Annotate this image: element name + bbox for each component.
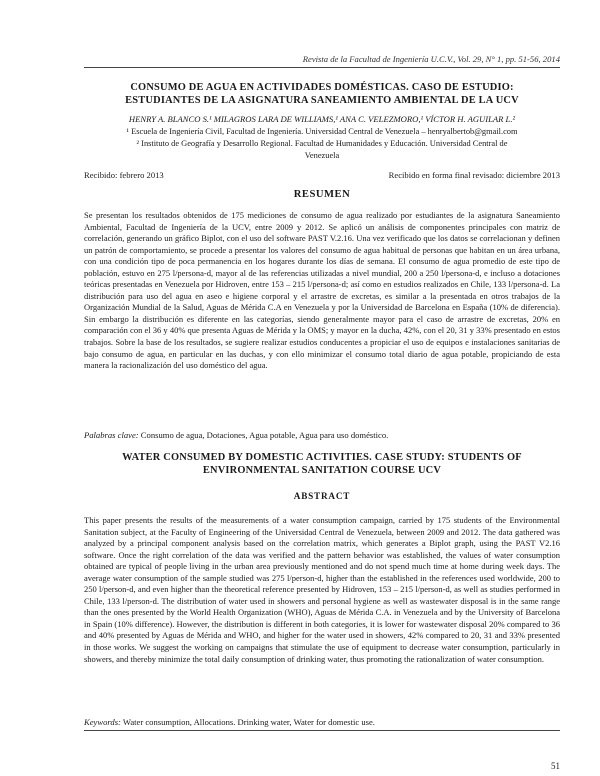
keywords-label: Keywords: xyxy=(84,717,121,727)
palabras-clave-label: Palabras clave: xyxy=(84,430,139,440)
header-rule xyxy=(84,67,560,68)
affiliation-2 xyxy=(84,138,560,161)
footer-rule xyxy=(84,730,560,731)
english-title-line-2: ENVIRONMENTAL SANITATION COURSE UCV xyxy=(202,464,442,476)
keywords xyxy=(84,717,560,727)
english-title xyxy=(84,452,560,477)
spanish-title-line-2: ESTUDIANTES DE LA ASIGNATURA SANEAMIENTO AMBIENTAL DE LA UCV xyxy=(125,94,519,106)
dates-row xyxy=(84,170,560,180)
resumen-heading: RESUMEN xyxy=(293,189,351,200)
spanish-title xyxy=(84,82,560,107)
authors: HENRY A. BLANCO S.¹ MILAGROS LARA DE WILLIAMS,¹ ANA C. VELEZMORO,¹ VÍCTOR H. AGUILAR L.² xyxy=(128,114,516,124)
palabras-clave xyxy=(84,430,560,440)
abstract-paragraph: This paper presents the results of the measurements of a water consumption campaign, carried by 175 students of the Environmental Sanitation subject, at the Faculty of Engineering of the Universidad Central de Venezuela, between 2009 and 2012. The data gathered was analyzed by a principal component analysis based on the correlation matrix, which generates a Biplot graph, using the PAST V2.16 software. Once the right correlation of the data was verified and the pattern behavior was established, the values of water consumption obtained are typical of people living in the urban area previously mentioned and do not spend much time at home during week days. The average water consumption of the sample studied was 275 l/person-d, higher than the established in the references used worldwide, 200 to 250 l/person-d, and even higher than the theoretical reference presented by Hidroven, 153 – 215 l/person-d, as well as studies performed in Chile, 133 l/person-d. The distribution of water used in showers and personal hygiene as well as wastewater disposal is in the same range than the ones presented by the World Health Organization (WHO), Aguas de Mérida C.A. in Venezuela and by the University of Barcelona in Spain (10% difference). However, the distribution is different in both categories, it is lower for wastewater disposal 20% compared to 36 and 40% presented by Aguas de Mérida and WHO, and higher for the water used in showers, 42% compared to 20, 31 and 33% presented in those works. We suggest the working on campaigns that stimulate the use of equipment to decrease water consumption, particularly in showers, and thereby minimize the total daily consumption of drinking water, thus promoting the rationalization of water consumption. xyxy=(84,515,560,664)
journal-citation: Revista de la Facultad de Ingeniería U.C.V., Vol. 29, N° 1, pp. 51-56, 2014 xyxy=(302,54,560,64)
affiliation-1: ¹ Escuela de Ingeniería Civil, Facultad de Ingeniería. Universidad Central de Venezuela – henryalbertob@gmail.com xyxy=(126,127,518,136)
received-date: Recibido: febrero 2013 xyxy=(84,170,164,180)
final-revised-date: Recibido en forma final revisado: diciembre 2013 xyxy=(388,170,560,180)
spanish-title-line-1: CONSUMO DE AGUA EN ACTIVIDADES DOMÉSTICAS. CASO DE ESTUDIO: xyxy=(130,82,514,93)
resumen-paragraph: Se presentan los resultados obtenidos de 175 mediciones de consumo de agua realizado por estudiantes de la asignatura Saneamiento Ambiental, Facultad de Ingeniería de la UCV, entre 2009 y 2012. Se aplicó un análisis de componentes principales con matriz de correlación, generando un gráfico Biplot, con el uso del software PAST V.2.16. Una vez verificado que los datos se correlacionan y definen un patrón de comportamiento, se procede a presentar los valores del consumo de agua habitual de personas que habitan en un área urbana, con una condición tipo de poca permanencia en los hogares durante los días de semana. El consumo de agua promedio de este tipo de población, estuvo en 275 l/persona-d, mayor al de las referencias utilizadas a nivel mundial, 200 a 250 l/persona-d, e incluso a dotaciones teóricas presentadas en Venezuela por Hidroven, entre 153 – 215 l/persona-d; así como en estudios realizados en Chile, 133 l/persona-d. La distribución para uso del agua en aseo e higiene corporal y el arrastre de excretas, es similar a la presentada en otros trabajos de la Organización Mundial de la Salud, Aguas de Mérida C.A en Venezuela y por la Universidad de Barcelona en España (10% de diferencia). Sin embargo la distribución es diferente en las categorías, siendo generalmente mayor para el caso de arrastre de excretas, 20% en comparación con el 36 y 40% que presenta Aguas de Mérida y la OMS; y mayor en la ducha, 42%, con el 20, 31 y 33% presentado en estos trabajos. Sobre la base de los resultados, se sugiere realizar estudios conducentes a propiciar el uso de equipos e instalaciones sanitarias de bajo consumo de agua, en particular en las duchas, y con ello minimizar el consumo total diario de agua potable, propiciando de esta manera la racionalización del uso doméstico del agua. xyxy=(84,210,560,371)
keywords-text: Water consumption, Allocations. Drinking water, Water for domestic use. xyxy=(120,717,375,727)
palabras-clave-text: Consumo de agua, Dotaciones, Agua potable, Agua para uso doméstico. xyxy=(138,430,389,440)
english-title-line-1: WATER CONSUMED BY DOMESTIC ACTIVITIES. CASE STUDY: STUDENTS OF xyxy=(122,452,522,463)
affiliation-2-line-1: ² Instituto de Geografía y Desarrollo Regional. Facultad de Humanidades y Educación. Universidad Central de xyxy=(136,139,508,148)
affiliation-2-line-2: Venezuela xyxy=(304,150,340,160)
abstract-heading: ABSTRACT xyxy=(293,491,351,501)
page-number: 51 xyxy=(551,761,560,771)
